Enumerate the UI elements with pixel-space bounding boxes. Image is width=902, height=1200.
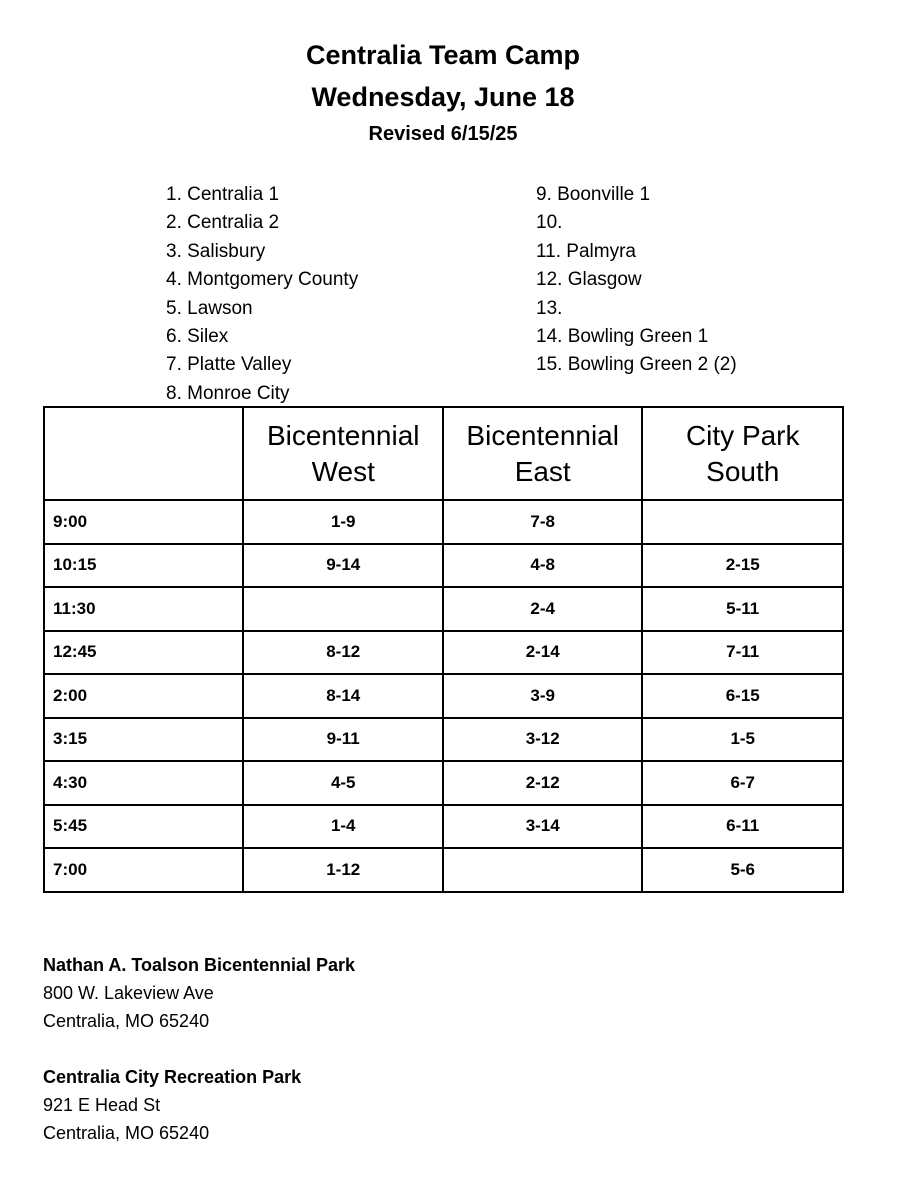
document-header — [0, 36, 886, 147]
table-row — [44, 631, 843, 675]
time-cell: 7:00 — [44, 848, 243, 892]
team-list-item: 9. Boonville 1 — [536, 184, 651, 205]
table-row — [44, 805, 843, 849]
table-row — [44, 718, 843, 762]
venue-address-block — [43, 1063, 301, 1147]
matchup-cell: 1-5 — [642, 718, 843, 762]
venue-address-block — [43, 951, 355, 1035]
revision-note: Revised 6/15/25 — [368, 123, 518, 145]
team-list-item: 2. Centralia 2 — [166, 212, 280, 234]
team-list-item: 1. Centralia 1 — [166, 184, 280, 205]
team-list-item: 8. Monroe City — [166, 382, 290, 404]
team-list-item: 11. Palmyra — [536, 240, 636, 262]
team-list-item: 5. Lawson — [166, 297, 253, 319]
column-header-line: East — [514, 455, 571, 487]
matchup-cell: 9-11 — [243, 718, 442, 762]
matchup-cell: 1-9 — [243, 500, 442, 544]
matchup-cell: 2-4 — [443, 587, 642, 631]
column-header-line: City Park — [685, 419, 800, 451]
matchup-cell — [443, 848, 642, 892]
team-list-item: 3. Salisbury — [166, 240, 266, 262]
column-header-line: West — [311, 455, 375, 487]
matchup-cell: 7-8 — [443, 500, 642, 544]
matchup-cell: 5-11 — [642, 587, 843, 631]
column-header-bicentennial-west — [243, 407, 442, 500]
team-list-left — [166, 181, 358, 408]
event-date: Wednesday, June 18 — [311, 82, 575, 112]
matchup-cell: 9-14 — [243, 544, 442, 588]
venue-street: 921 E Head St — [43, 1095, 161, 1115]
page-title: Centralia Team Camp — [305, 40, 581, 70]
matchup-cell: 3-14 — [443, 805, 642, 849]
time-cell: 9:00 — [44, 500, 243, 544]
matchup-cell: 6-7 — [642, 761, 843, 805]
matchup-cell: 8-12 — [243, 631, 442, 675]
venue-city: Centralia, MO 65240 — [43, 1011, 210, 1031]
team-list-item: 10. — [536, 212, 563, 234]
column-header-line: Bicentennial — [466, 419, 619, 451]
matchup-cell: 8-14 — [243, 674, 442, 718]
table-row — [44, 500, 843, 544]
venue-street: 800 W. Lakeview Ave — [43, 983, 214, 1003]
team-list-item: 14. Bowling Green 1 — [536, 325, 709, 347]
table-row — [44, 674, 843, 718]
time-cell: 12:45 — [44, 631, 243, 675]
team-list-item: 13. — [536, 297, 563, 319]
matchup-cell: 2-12 — [443, 761, 642, 805]
venue-name: Nathan A. Toalson Bicentennial Park — [43, 955, 356, 975]
matchup-cell: 3-9 — [443, 674, 642, 718]
matchup-cell: 4-5 — [243, 761, 442, 805]
schedule-table — [43, 406, 844, 893]
matchup-cell: 6-15 — [642, 674, 843, 718]
matchup-cell — [642, 500, 843, 544]
matchup-cell: 4-8 — [443, 544, 642, 588]
column-header-city-park-south — [642, 407, 843, 500]
team-list-item: 6. Silex — [166, 325, 229, 347]
time-cell: 4:30 — [44, 761, 243, 805]
time-cell: 10:15 — [44, 544, 243, 588]
matchup-cell — [243, 587, 442, 631]
team-list-right — [536, 181, 737, 380]
table-row — [44, 587, 843, 631]
team-list-item: 4. Montgomery County — [166, 269, 359, 291]
matchup-cell: 2-15 — [642, 544, 843, 588]
matchup-cell: 5-6 — [642, 848, 843, 892]
table-row — [44, 848, 843, 892]
time-cell: 2:00 — [44, 674, 243, 718]
venue-city: Centralia, MO 65240 — [43, 1123, 210, 1143]
team-list-item: 7. Platte Valley — [166, 354, 292, 376]
time-cell: 3:15 — [44, 718, 243, 762]
matchup-cell: 1-4 — [243, 805, 442, 849]
matchup-cell: 7-11 — [642, 631, 843, 675]
venue-name: Centralia City Recreation Park — [43, 1067, 302, 1087]
matchup-cell: 2-14 — [443, 631, 642, 675]
column-header-line: Bicentennial — [266, 419, 420, 451]
column-header-bicentennial-east — [443, 407, 642, 500]
matchup-cell: 6-11 — [642, 805, 843, 849]
table-row — [44, 544, 843, 588]
time-cell: 5:45 — [44, 805, 243, 849]
schedule-header-row — [44, 407, 843, 500]
matchup-cell: 1-12 — [243, 848, 442, 892]
table-row — [44, 761, 843, 805]
team-list-item: 12. Glasgow — [536, 269, 642, 291]
time-cell: 11:30 — [44, 587, 243, 631]
team-list-item: 15. Bowling Green 2 (2) — [536, 354, 737, 376]
matchup-cell: 3-12 — [443, 718, 642, 762]
column-header-line: South — [706, 455, 780, 487]
time-column-header — [44, 407, 243, 500]
